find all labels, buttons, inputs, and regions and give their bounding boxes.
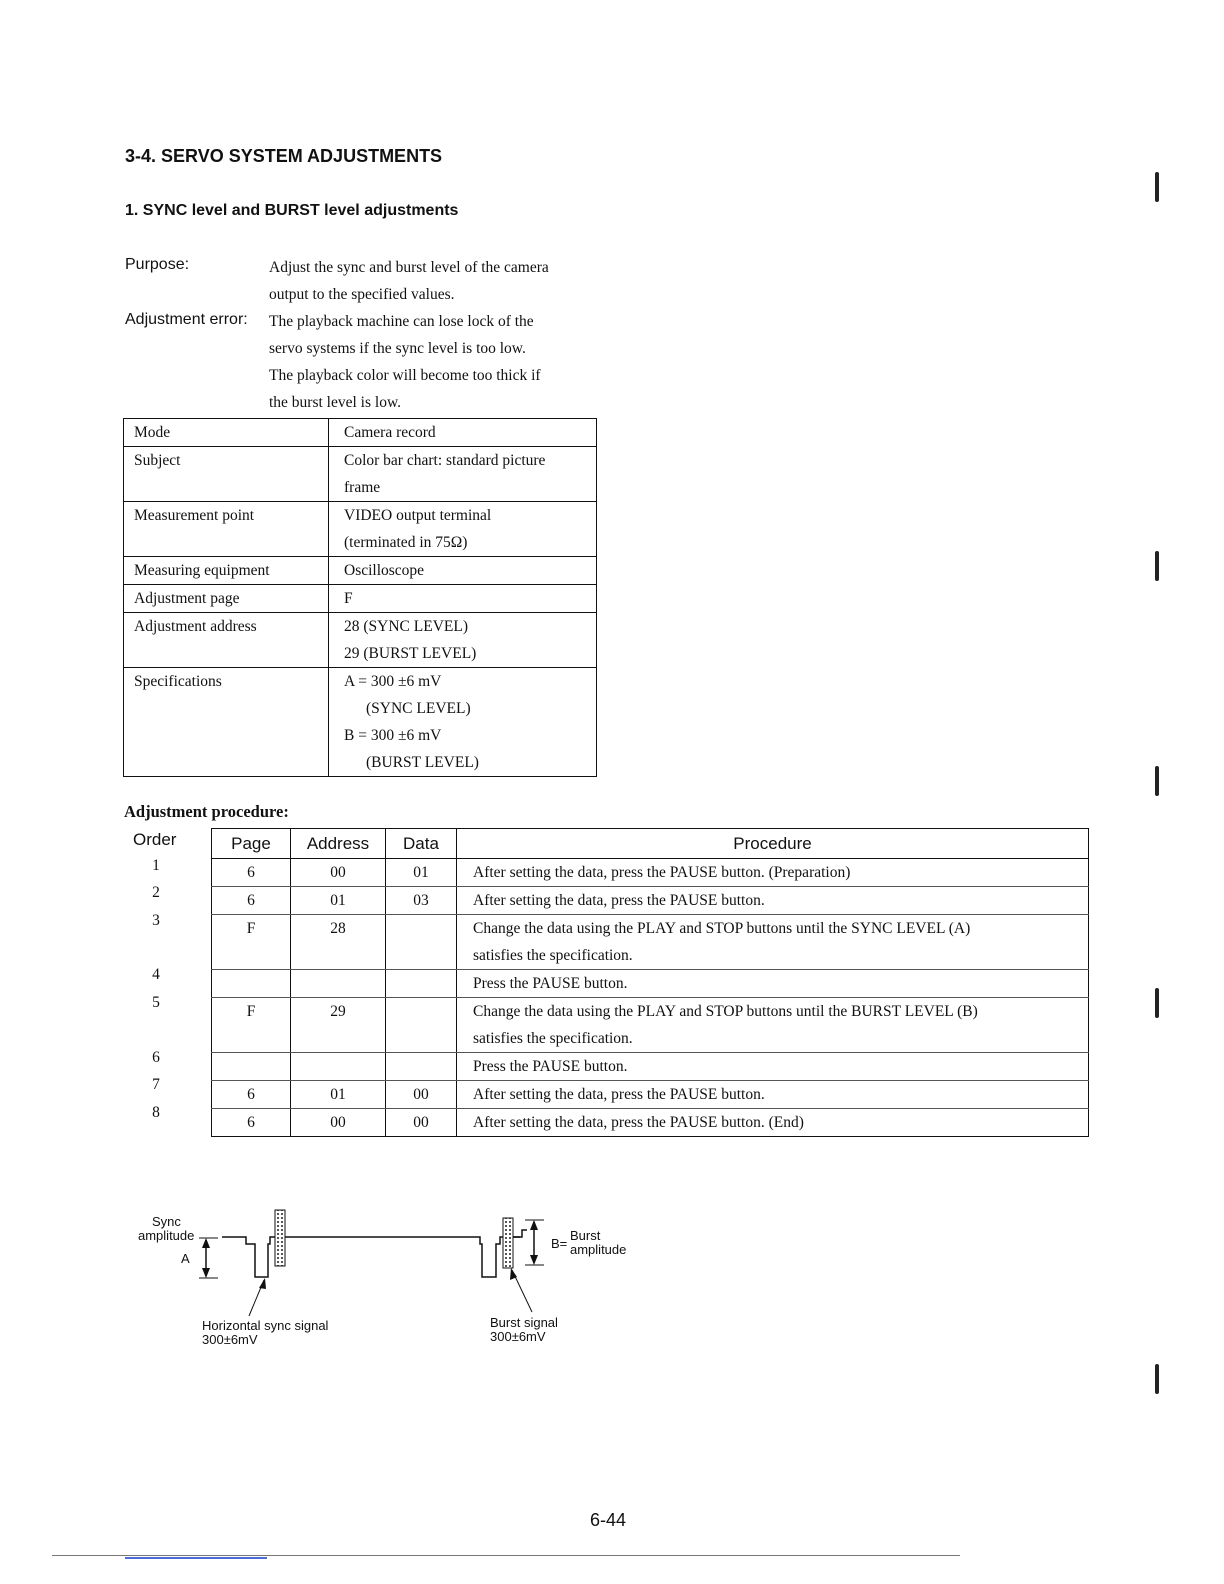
spec-value-line: (BURST LEVEL) (366, 754, 479, 771)
spec-label: Mode (124, 419, 329, 447)
header-procedure: Procedure (457, 829, 1089, 859)
a-label: A (181, 1251, 190, 1266)
spec-row-mode (124, 419, 597, 447)
adjustment-error-label: Adjustment error: (125, 311, 248, 328)
procedure-table (211, 828, 1089, 1137)
burst-amplitude-label (570, 1229, 626, 1257)
sync-waveform-left (222, 1237, 520, 1277)
cell-procedure (457, 998, 1089, 1053)
order-number: 6 (152, 1049, 160, 1066)
burst-leader-arrow (510, 1268, 517, 1280)
spec-value-line: Oscilloscope (344, 562, 425, 579)
spec-label: Measurement point (124, 502, 329, 557)
cell-data (386, 970, 457, 998)
procedure-line: Change the data using the PLAY and STOP buttons until the BURST LEVEL (B) (473, 1003, 978, 1020)
table-row (212, 970, 1089, 998)
binder-mark (1155, 766, 1159, 796)
adjustment-error-text (269, 308, 609, 416)
sync-amplitude-line: Sync (152, 1214, 181, 1229)
burst-block-right (503, 1218, 513, 1268)
footer-rule (52, 1555, 960, 1556)
table-row (212, 1109, 1089, 1137)
burst-signal-label (490, 1316, 558, 1344)
spec-value-line: 29 (BURST LEVEL) (344, 645, 477, 662)
table-row (212, 859, 1089, 887)
procedure-line: After setting the data, press the PAUSE button. (473, 892, 765, 909)
cell-page: 6 (212, 887, 291, 915)
section-title: 3-4. SERVO SYSTEM ADJUSTMENTS (125, 146, 443, 166)
cell-page (212, 1053, 291, 1081)
table-row (212, 887, 1089, 915)
binder-mark (1155, 172, 1159, 202)
spec-value (329, 419, 597, 447)
cell-page: 6 (212, 1109, 291, 1137)
cell-address: 29 (291, 998, 386, 1053)
order-number: 2 (152, 884, 160, 901)
cell-page: F (212, 998, 291, 1053)
spec-label: Adjustment page (124, 585, 329, 613)
cell-address: 00 (291, 859, 386, 887)
cell-address (291, 1053, 386, 1081)
burst-leader-line (512, 1270, 532, 1312)
procedure-line: After setting the data, press the PAUSE button. (Preparation) (473, 864, 851, 881)
cell-page (212, 970, 291, 998)
spec-row-specifications (124, 668, 597, 777)
order-number: 3 (152, 912, 160, 929)
table-row (212, 998, 1089, 1053)
burst-amplitude-line: amplitude (570, 1242, 627, 1257)
spec-value-line: Camera record (344, 424, 436, 441)
spec-row-subject (124, 447, 597, 502)
cell-data: 03 (386, 887, 457, 915)
cell-procedure (457, 1081, 1089, 1109)
procedure-heading: Adjustment procedure: (124, 802, 289, 821)
sync-leader-line (249, 1280, 264, 1316)
cell-address: 01 (291, 1081, 386, 1109)
header-page: Page (212, 829, 291, 859)
horizontal-sync-line: 300±6mV (202, 1332, 258, 1347)
a-arrow-head-up (202, 1238, 210, 1248)
spec-label: Measuring equipment (124, 557, 329, 585)
b-label: B= (551, 1236, 568, 1251)
header-address: Address (291, 829, 386, 859)
order-number: 4 (152, 966, 160, 983)
horizontal-sync-label (202, 1319, 328, 1347)
spec-value-line: F (344, 590, 353, 607)
spec-row-measuring-equipment (124, 557, 597, 585)
spec-value (329, 668, 597, 777)
cell-procedure (457, 859, 1089, 887)
spec-value-line: Color bar chart: standard picture (344, 452, 546, 469)
cell-procedure (457, 1053, 1089, 1081)
procedure-line: After setting the data, press the PAUSE button. (473, 1086, 765, 1103)
sync-amplitude-line: amplitude (138, 1228, 195, 1243)
cell-procedure (457, 887, 1089, 915)
sync-amplitude-label (138, 1214, 195, 1243)
spec-value (329, 557, 597, 585)
cell-data: 00 (386, 1081, 457, 1109)
subsection-title: 1. SYNC level and BURST level adjustments (125, 202, 459, 219)
footer-accent-rule (125, 1557, 267, 1559)
b-arrow-head-up (530, 1220, 538, 1230)
burst-amplitude-line: Burst (570, 1228, 601, 1243)
spec-value (329, 502, 597, 557)
spec-value (329, 585, 597, 613)
spec-value-line: (terminated in 75Ω) (344, 534, 468, 551)
spec-label: Specifications (124, 668, 329, 777)
spec-value-line: A = 300 ±6 mV (344, 673, 442, 690)
order-number: 8 (152, 1104, 160, 1121)
order-number: 1 (152, 857, 160, 874)
burst-block-left (275, 1210, 285, 1266)
table-row (212, 915, 1089, 970)
b-arrow-head-down (530, 1255, 538, 1265)
binder-mark (1155, 988, 1159, 1018)
cell-procedure (457, 1109, 1089, 1137)
cell-address: 01 (291, 887, 386, 915)
a-arrow-head-down (202, 1268, 210, 1278)
spec-label: Adjustment address (124, 613, 329, 668)
procedure-line: After setting the data, press the PAUSE button. (End) (473, 1114, 804, 1131)
burst-tail (513, 1230, 527, 1237)
spec-value (329, 447, 597, 502)
cell-address (291, 970, 386, 998)
burst-signal-line: 300±6mV (490, 1329, 546, 1344)
spec-value (329, 613, 597, 668)
order-header: Order (133, 830, 177, 849)
cell-page: 6 (212, 1081, 291, 1109)
spec-value-line: B = 300 ±6 mV (344, 727, 442, 744)
spec-table (123, 418, 597, 777)
procedure-line: Change the data using the PLAY and STOP buttons until the SYNC LEVEL (A) (473, 920, 971, 937)
spec-row-adjustment-page (124, 585, 597, 613)
order-number: 7 (152, 1076, 160, 1093)
spec-label: Subject (124, 447, 329, 502)
procedure-header-row (212, 829, 1089, 859)
sync-leader-arrow (259, 1278, 266, 1289)
cell-data: 00 (386, 1109, 457, 1137)
burst-signal-line: Burst signal (490, 1315, 558, 1330)
cell-data (386, 1053, 457, 1081)
cell-address: 28 (291, 915, 386, 970)
purpose-text (269, 254, 609, 308)
binder-mark (1155, 1364, 1159, 1394)
cell-procedure (457, 915, 1089, 970)
procedure-line: Press the PAUSE button. (473, 975, 628, 992)
procedure-line: satisfies the specification. (473, 947, 633, 964)
page-number: 6-44 (590, 1510, 627, 1530)
cell-data (386, 915, 457, 970)
spec-value-line: (SYNC LEVEL) (366, 700, 471, 717)
procedure-line: satisfies the specification. (473, 1030, 633, 1047)
error-line: The playback machine can lose lock of the (269, 313, 534, 330)
horizontal-sync-line: Horizontal sync signal (202, 1318, 329, 1333)
cell-data (386, 998, 457, 1053)
spec-row-adjustment-address (124, 613, 597, 668)
purpose-label: Purpose: (125, 256, 190, 273)
table-row (212, 1081, 1089, 1109)
cell-data: 01 (386, 859, 457, 887)
spec-value-line: frame (344, 479, 381, 496)
spec-row-measurement-point (124, 502, 597, 557)
error-line: The playback color will become too thick if (269, 367, 541, 384)
cell-procedure (457, 970, 1089, 998)
order-number: 5 (152, 994, 160, 1011)
cell-page: 6 (212, 859, 291, 887)
spec-value-line: 28 (SYNC LEVEL) (344, 618, 468, 635)
error-line: the burst level is low. (269, 394, 402, 411)
purpose-line: Adjust the sync and burst level of the camera (269, 259, 549, 276)
cell-address: 00 (291, 1109, 386, 1137)
spec-value-line: VIDEO output terminal (344, 507, 492, 524)
cell-page: F (212, 915, 291, 970)
error-line: servo systems if the sync level is too low. (269, 340, 526, 357)
purpose-line: output to the specified values. (269, 286, 455, 303)
procedure-line: Press the PAUSE button. (473, 1058, 628, 1075)
header-data: Data (386, 829, 457, 859)
binder-mark (1155, 551, 1159, 581)
table-row (212, 1053, 1089, 1081)
